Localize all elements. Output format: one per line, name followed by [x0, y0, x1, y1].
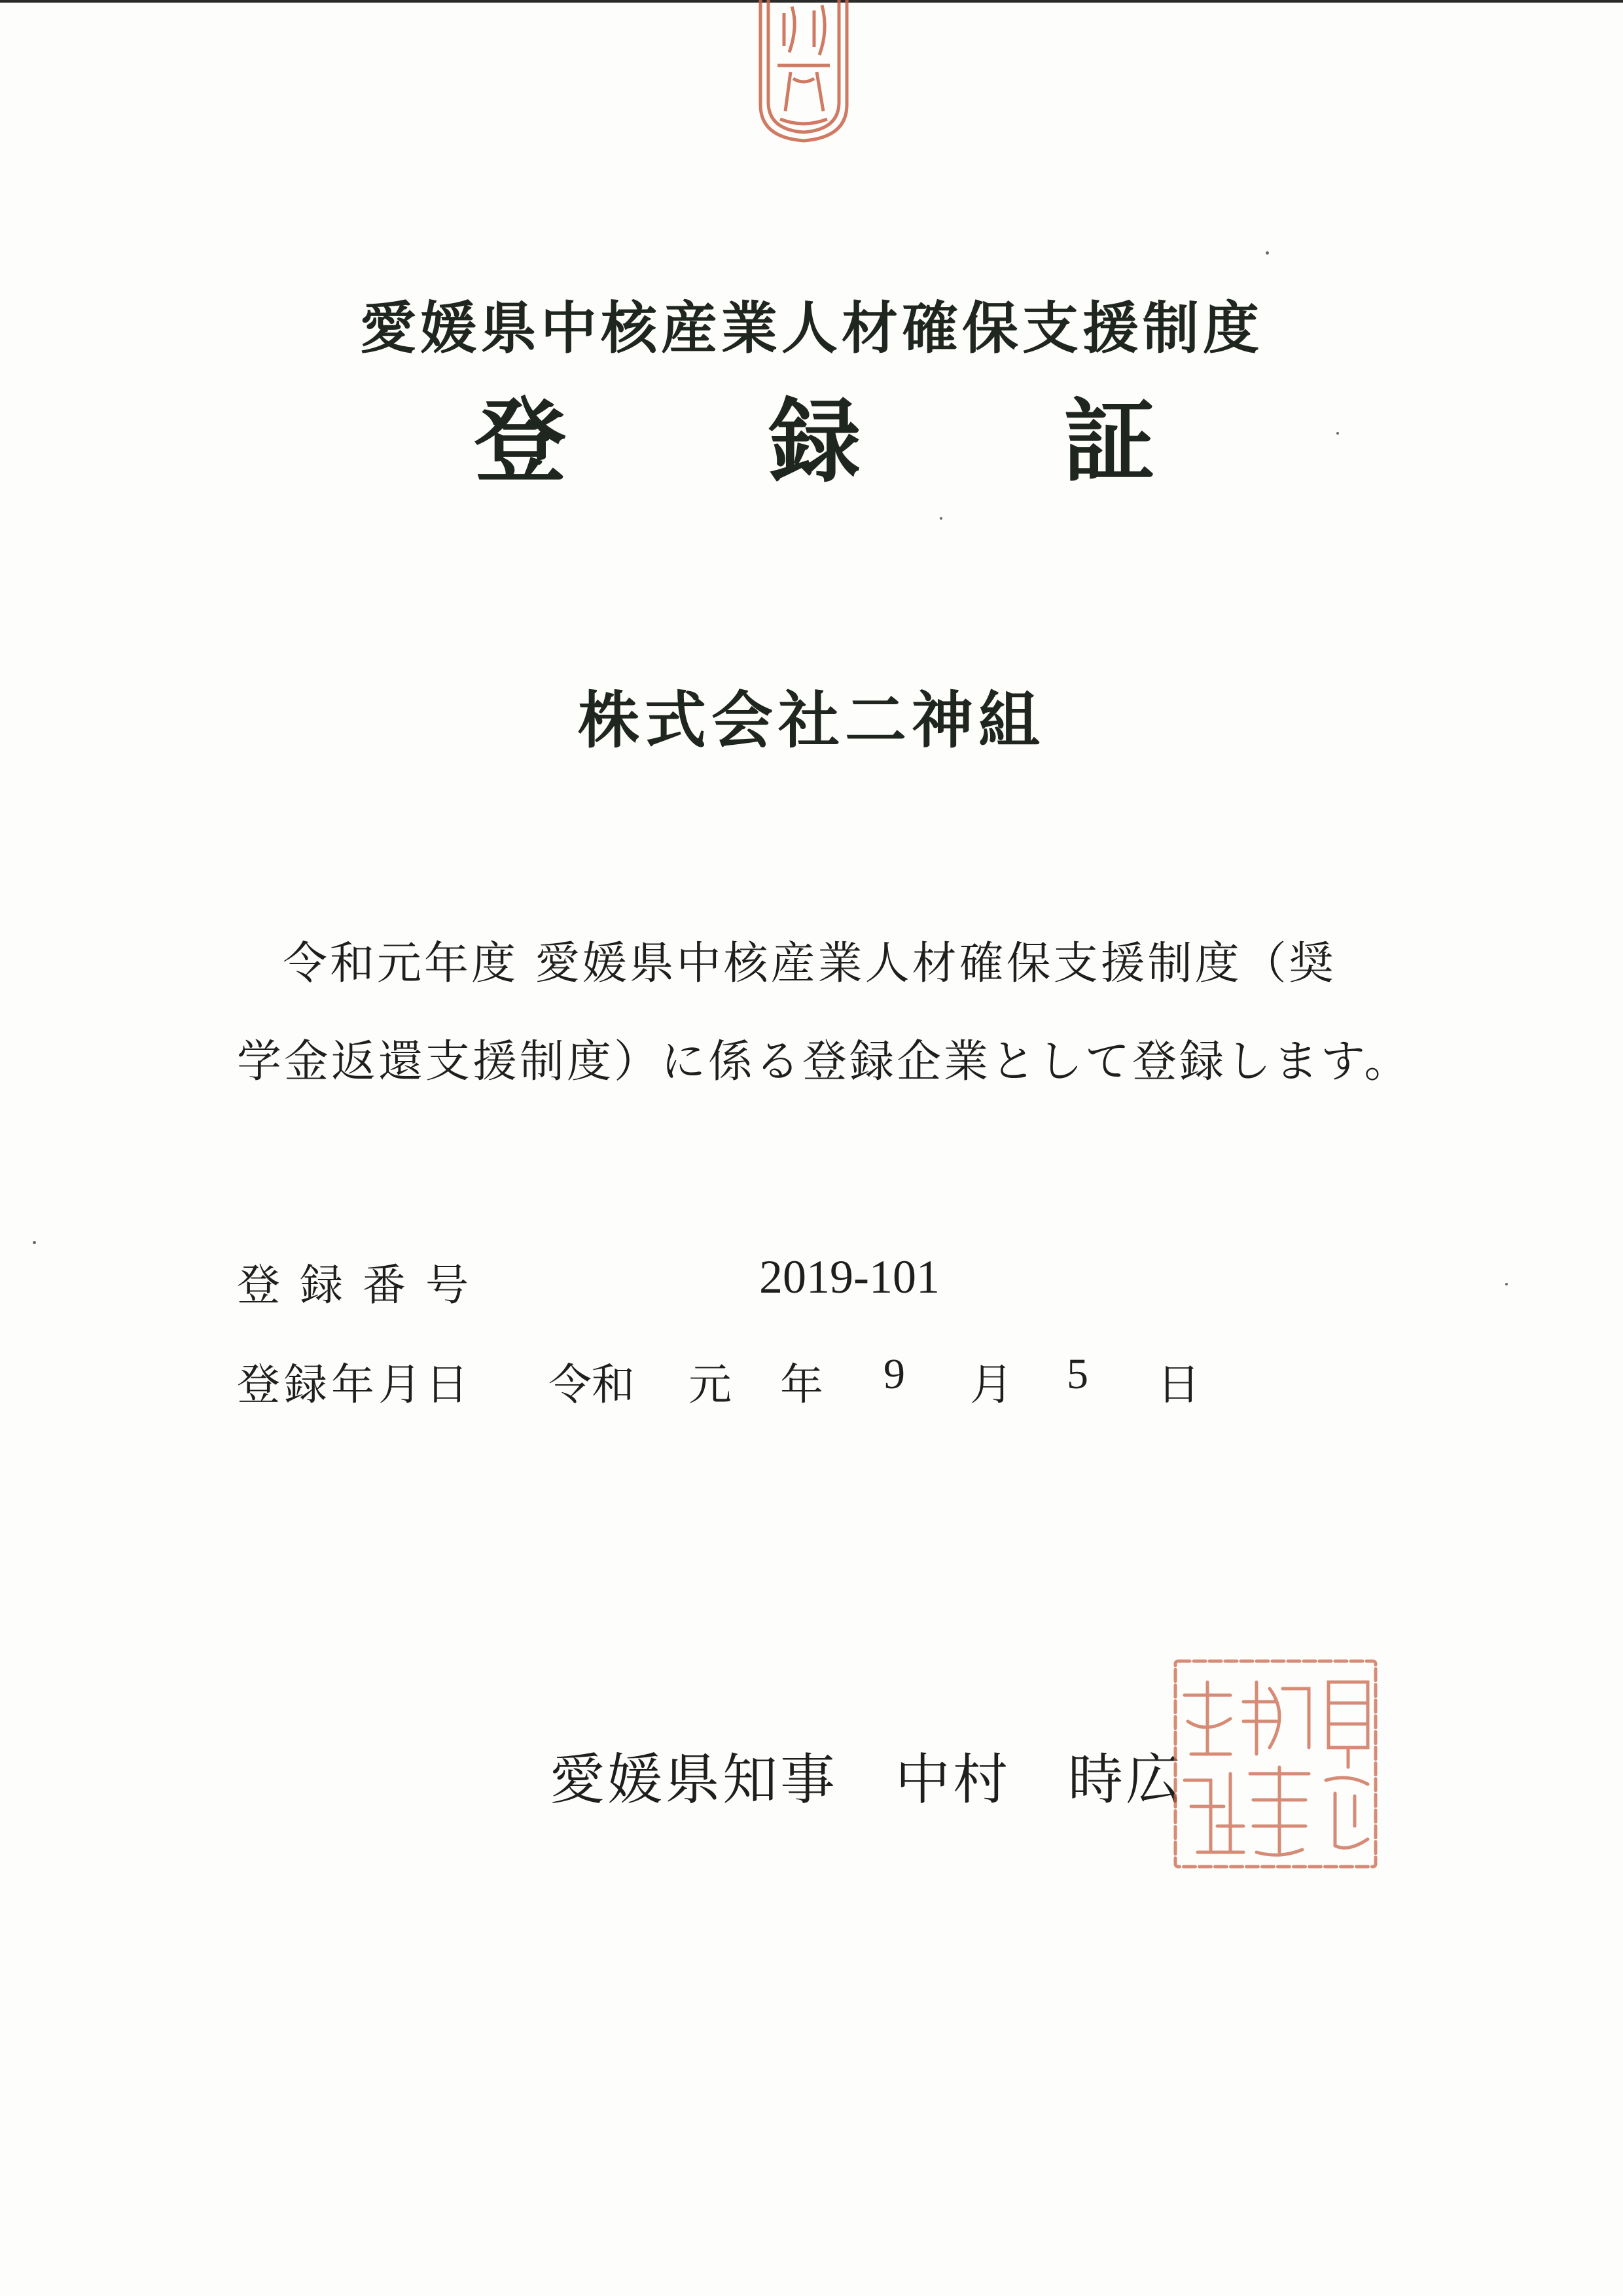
scan-speck	[1336, 432, 1339, 435]
registration-number-value: 2019-101	[759, 1251, 940, 1303]
governor-signature-line: 愛媛県知事 中村 時広	[550, 1748, 1184, 1812]
governor-seal-icon	[1171, 1656, 1381, 1872]
scan-speck	[940, 517, 942, 520]
date-day-unit: 日	[1157, 1359, 1200, 1410]
registration-date-label: 登録年月日	[237, 1359, 473, 1410]
scan-speck	[33, 1241, 36, 1244]
company-name: 株式会社二神組	[577, 685, 1045, 757]
title-char-3: 証	[1063, 388, 1156, 495]
date-year-unit: 年	[780, 1359, 823, 1410]
scan-speck	[1505, 1283, 1508, 1285]
date-era: 令和	[548, 1359, 635, 1410]
title-char-1: 登	[474, 388, 567, 495]
date-month: 9	[883, 1350, 905, 1398]
top-partial-seal-icon	[751, 0, 856, 145]
scan-speck	[1266, 251, 1269, 255]
date-month-unit: 月	[970, 1359, 1013, 1410]
certificate-title	[0, 388, 1623, 495]
registration-number-label: 登録番号	[237, 1260, 488, 1310]
title-char-2: 録	[769, 388, 861, 495]
date-day: 5	[1067, 1350, 1088, 1398]
body-text-line-1: 令和元年度 愛媛県中核産業人材確保支援制度（奨	[283, 938, 1336, 990]
body-text-line-2: 学金返還支援制度）に係る登録企業として登録します。	[237, 1036, 1412, 1088]
date-year: 元	[688, 1359, 732, 1410]
program-subtitle: 愛媛県中核産業人材確保支援制度	[360, 295, 1263, 361]
